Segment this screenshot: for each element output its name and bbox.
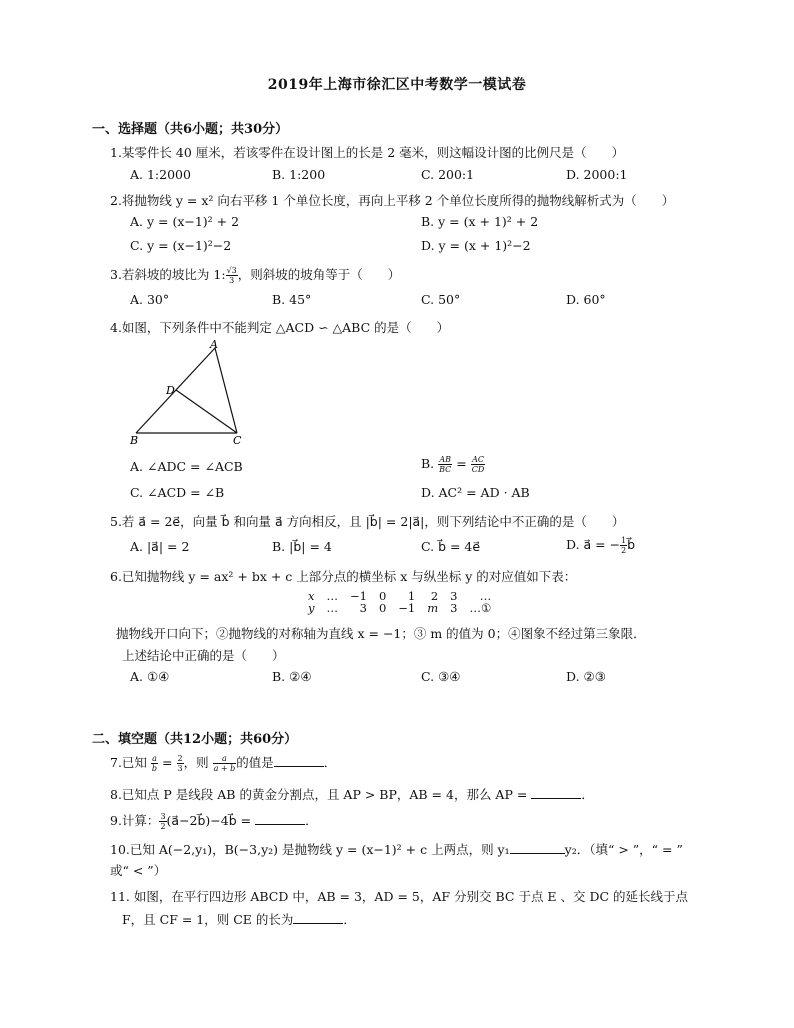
q3-option-d: D. 60° — [566, 292, 606, 307]
answer-blank[interactable] — [293, 913, 343, 924]
q7-mid2: ，则 — [183, 755, 209, 770]
q7-post: 的值是 — [236, 755, 274, 770]
q3-fraction — [226, 266, 238, 285]
table-cell: m — [427, 601, 439, 615]
q10-pre: 10.已知 A(−2,y₁)，B(−3,y₂) 是抛物线 y = (x−1)² + c 上两点，则 y₁ — [110, 842, 510, 857]
q4-b-f1-den: BC — [439, 465, 452, 474]
q5-d-post: b⃗ — [627, 537, 636, 552]
table-cell: 2 — [430, 589, 439, 603]
q1-option-a: A. 1:2000 — [130, 167, 191, 182]
q6-option-c: C. ③④ — [421, 669, 461, 684]
label-c: C — [233, 434, 242, 447]
q4-option-c: C. ∠ACD = ∠B — [130, 485, 225, 500]
q7-f2-den: 3 — [177, 764, 183, 773]
table-row-y — [302, 602, 497, 614]
table-cell: …① — [469, 601, 492, 615]
q10-post: y₂．（填“ > ”，“ = ” — [564, 842, 683, 857]
q9-frac — [159, 812, 166, 831]
label-d: D — [166, 384, 175, 397]
q3-stem-pre: 3.若斜坡的坡比为 1: — [110, 267, 226, 282]
question-11-line-1: 11. 如图，在平行四边形 ABCD 中，AB = 3，AD = 5，AF 分别交 BC 于点 E 、交 DC 的延长线于点 — [110, 889, 689, 904]
table-cell: … — [479, 589, 492, 603]
section-heading-fill: 二、填空题（共12小题；共60分） — [92, 732, 298, 747]
q3-option-a: A. 30° — [130, 292, 170, 307]
q4-b-f2-num: AC — [472, 455, 484, 464]
q3-frac-num: √3 — [226, 266, 237, 275]
q5-option-a: A. |a⃗| = 2 — [130, 539, 190, 554]
q9-frac-num: 3 — [160, 812, 166, 821]
q5-d-pre: D. a⃗ = − — [566, 537, 621, 552]
q4-b-f2-den: CD — [471, 465, 485, 474]
value-table — [302, 590, 497, 614]
table-cell: −1 — [350, 589, 367, 603]
table-cell: 3 — [359, 601, 367, 615]
table-cell: 3 — [450, 589, 458, 603]
table-cell: 0 — [378, 589, 387, 603]
q4-option-a: A. ∠ADC = ∠ACB — [130, 459, 243, 474]
table-cell: x — [308, 589, 315, 603]
q2-option-b: B. y = (x + 1)² + 2 — [421, 214, 539, 229]
q4-option-b-label: B. — [421, 456, 435, 471]
q4-option-b: B. $\frac{AB}{BC}$ = $\frac{AC}{CD}$ — [421, 455, 485, 474]
page-title: 2019年上海市徐汇区中考数学一模试卷 — [267, 77, 527, 93]
question-1-stem: 1.某零件长 40 厘米，若该零件在设计图上的长是 2 毫米，则这幅设计图的比例尺是（ ） — [110, 145, 625, 160]
q2-option-c: C. y = (x−1)²−2 — [130, 238, 232, 253]
q7-f1-num: a — [152, 754, 157, 763]
q1-option-c: C. 200:1 — [421, 167, 475, 182]
question-9-stem: 9.计算： $\frac{3}{2}$ (a⃗−2b⃗)−4b⃗ = ． — [110, 812, 318, 831]
question-6-stem: 6.已知抛物线 y = ax² + bx + c 上部分点的横坐标 x 与纵坐标 y 的对应值如下表： — [110, 569, 577, 584]
q3-option-c: C. 50° — [421, 292, 461, 307]
triangle-figure — [124, 338, 254, 448]
section-heading-choice: 一、选择题（共6小题；共30分） — [92, 122, 289, 137]
q5-option-d — [566, 536, 635, 555]
table-cell: … — [326, 589, 338, 603]
answer-blank[interactable] — [255, 814, 305, 825]
q6-option-b: B. ②④ — [272, 669, 312, 684]
answer-blank[interactable] — [531, 788, 581, 799]
table-cell: 3 — [450, 601, 458, 615]
q9-post: (a⃗−2b⃗)−4b⃗ = — [166, 813, 252, 828]
q6-statement-line: 抛物线开口向下；②抛物线的对称轴为直线 x = −1；③ m 的值为 0；④图象不经过第三象限． — [116, 626, 646, 641]
q3-frac-den: 3 — [229, 276, 235, 285]
question-8-stem: 8.已知点 P 是线段 AB 的黄金分割点，且 AP > BP，AB = 4，那么 AP = ． — [110, 787, 594, 802]
q9-frac-den: 2 — [160, 822, 166, 831]
question-10-line-2: 或“ < ”） — [110, 863, 167, 878]
q7-f3-num: a — [213, 754, 237, 764]
q7-frac-2 — [177, 754, 184, 773]
q4-option-d: D. AC² = AD · AB — [421, 485, 530, 500]
q5-option-b: B. |b⃗| = 4 — [272, 539, 332, 554]
q3-option-b: B. 45° — [272, 292, 312, 307]
q7-f3-den: a + b — [213, 764, 236, 773]
q1-option-b: B. 1:200 — [272, 167, 326, 182]
q7-f1-den: b — [151, 764, 158, 773]
question-5-stem: 5.若 a⃗ = 2e⃗，向量 b⃗ 和向量 a⃗ 方向相反，且 |b⃗| = 2|a⃗|，则下列结论中不正确的是（ ） — [110, 514, 625, 529]
q8-text: 8.已知点 P 是线段 AB 的黄金分割点，且 AP > BP，AB = 4，那么 AP = — [110, 787, 528, 802]
question-2-stem: 2.将抛物线 y = x² 向右平移 1 个单位长度，再向上平移 2 个单位长度所得的抛物线解析式为（ ） — [110, 193, 675, 208]
q7-f2-num: 2 — [177, 754, 183, 763]
q2-option-a: A. y = (x−1)² + 2 — [130, 214, 240, 229]
question-7-stem: 7.已知 $\frac{a}{b}$ = $\frac{2}{3}$ ，则 $\frac{a}{a + b}$ 的值是 ． — [110, 754, 337, 773]
q2-option-d: D. y = (x + 1)²−2 — [421, 238, 531, 253]
q9-pre: 9.计算： — [110, 813, 160, 828]
question-10-line-1 — [110, 840, 683, 858]
table-cell: −1 — [398, 601, 416, 615]
q7-eq: = — [162, 755, 173, 770]
label-a: A — [210, 338, 218, 351]
q7-frac-1 — [151, 754, 158, 773]
q11-text: F，且 CF = 1，则 CE 的长为 — [122, 912, 294, 927]
q4-b-frac-1 — [438, 455, 452, 474]
q7-frac-3 — [213, 754, 237, 773]
table-cell: … — [326, 601, 338, 615]
question-3-stem — [110, 265, 400, 285]
table-cell: y — [308, 601, 315, 615]
q4-b-frac-2 — [471, 455, 486, 474]
segment-ba — [136, 348, 215, 433]
q6-option-d: D. ②③ — [566, 669, 606, 684]
answer-blank[interactable] — [274, 756, 324, 767]
q4-b-f1-num: AB — [439, 455, 452, 464]
q5-d-frac-num: 1 — [621, 536, 627, 545]
q6-option-a: A. ①④ — [130, 669, 170, 684]
question-11-line-2: F，且 CF = 1，则 CE 的长为 ． — [122, 912, 356, 927]
label-b: B — [130, 434, 139, 447]
q5-d-frac-den: 2 — [621, 546, 627, 555]
answer-blank[interactable] — [510, 843, 565, 854]
q5-option-c: C. b⃗ = 4e⃗ — [421, 539, 481, 554]
q7-pre: 7.已知 — [110, 755, 147, 770]
q6-prompt-line: 上述结论中正确的是（ ） — [122, 648, 285, 663]
table-cell: 0 — [378, 601, 387, 615]
q3-stem-post: ，则斜坡的坡角等于（ ） — [237, 267, 401, 282]
table-cell: 1 — [407, 589, 416, 603]
question-4-stem: 4.如图，下列条件中不能判定 △ACD ∽ △ABC 的是（ ） — [110, 320, 450, 335]
q1-option-d: D. 2000:1 — [566, 167, 628, 182]
